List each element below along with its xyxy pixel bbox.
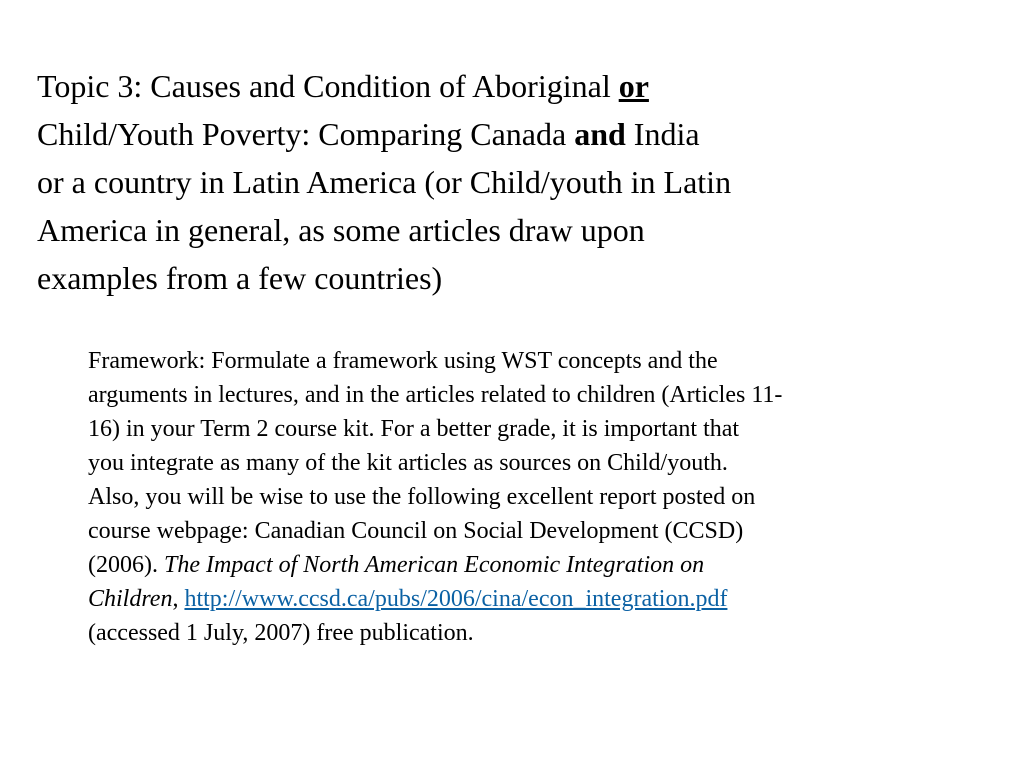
body-line-1: Framework: Formulate a framework using WST concepts and the (88, 348, 718, 374)
report-title-part-1: The Impact of North American Economic Integration on (163, 552, 705, 578)
title-line-1 (37, 62, 957, 110)
title-line-4: America in general, as some articles draw upon (37, 212, 645, 248)
title-line-2-text: Child/Youth Poverty: Comparing Canada (37, 116, 575, 152)
citation-separator: , (172, 586, 185, 612)
body-line-6: course webpage: Canadian Council on Social Development (CCSD) (88, 518, 744, 544)
framework-paragraph (88, 344, 988, 650)
title-line-5: examples from a few countries) (37, 260, 443, 296)
report-link[interactable]: http://www.ccsd.ca/pubs/2006/cina/econ_integration.pdf (184, 586, 728, 612)
title-line-1-text: Topic 3: Causes and Condition of Aboriginal (37, 68, 619, 104)
body-line-5: Also, you will be wise to use the following excellent report posted on (88, 484, 756, 510)
slide-title (37, 62, 957, 302)
citation-year: (2006). (88, 552, 164, 578)
body-line-7 (88, 548, 988, 582)
report-title-part-2: Children (88, 586, 173, 612)
title-and-emphasis: and (574, 116, 626, 152)
title-or-emphasis: or (618, 68, 649, 104)
body-line-8 (88, 582, 988, 616)
title-line-2 (37, 110, 957, 158)
body-line-3: 16) in your Term 2 course kit. For a better grade, it is important that (88, 416, 740, 442)
title-line-3: or a country in Latin America (or Child/youth in Latin (37, 164, 732, 200)
body-line-4: you integrate as many of the kit articles as sources on Child/youth. (88, 450, 728, 476)
body-line-9: (accessed 1 July, 2007) free publication. (88, 620, 474, 646)
body-line-2: arguments in lectures, and in the articles related to children (Articles 11- (88, 382, 783, 408)
title-line-2-end: India (625, 116, 700, 152)
